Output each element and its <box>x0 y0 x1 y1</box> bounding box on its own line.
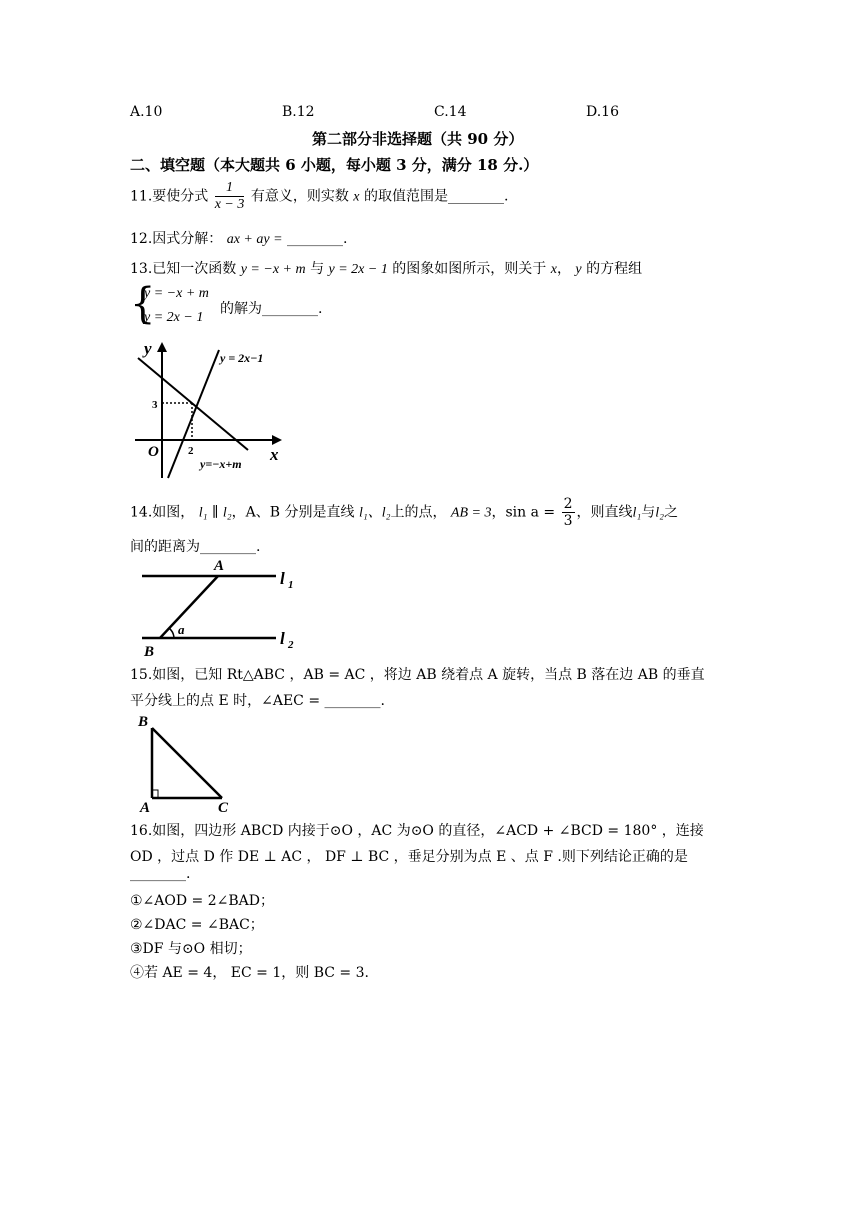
q14-post: ，则直线 <box>576 504 633 521</box>
fig-label-l2-sub: 2 <box>288 639 294 651</box>
x-axis-arrow-icon <box>272 435 282 445</box>
q16-option-2: ②∠DAC = ∠BAC； <box>130 917 264 933</box>
graph-label-o: O <box>148 444 159 460</box>
q14-mid3: 上的点， <box>390 504 447 521</box>
segment-bc <box>152 728 222 798</box>
q16-line3: ________. <box>130 866 191 882</box>
q14-post2: l₁ <box>632 505 642 521</box>
q14-mid: ，A、B 分别是直线 <box>231 504 355 521</box>
fig-label-angle-a: a <box>178 622 185 637</box>
fig15-label-c: C <box>218 800 229 814</box>
q11-post: 有意义，则实数 <box>250 188 349 205</box>
fig-label-a-point: A <box>214 558 225 574</box>
question-12 <box>130 228 347 248</box>
q14-l1: l₁ <box>198 505 208 521</box>
q15-line2: 平分线上的点 E 时，∠AEC = ________. <box>130 693 385 709</box>
fig15-label-a: A <box>140 800 151 814</box>
q13-comma: ， <box>556 261 571 277</box>
q14-post3: 与 <box>641 504 656 521</box>
q13-equation-system <box>130 279 350 330</box>
q12-blank: ________. <box>287 231 348 247</box>
q13-eq1: y = −x + m <box>144 286 209 301</box>
graph-tick-3: 3 <box>152 399 158 411</box>
q16-option-1: ①∠AOD = 2∠BAD； <box>130 893 274 909</box>
q11-den: x − 3 <box>214 197 245 212</box>
question-13 <box>130 258 642 278</box>
q13-brace: { <box>130 279 156 329</box>
q13-pre: 13.已知一次函数 <box>130 261 237 277</box>
choice-d: D.16 <box>586 104 619 120</box>
q16-line2: OD ，过点 D 作 DE ⊥ AC ， DF ⊥ BC ，垂足分别为点 E 、点 F .则下列结论正确的是 <box>130 849 688 865</box>
q13-post2: 的方程组 <box>586 261 643 277</box>
q11-pre: 11.要使分式 <box>130 188 209 205</box>
question-14 <box>130 496 678 529</box>
q13-graph <box>130 338 290 480</box>
q13-eq2: y = 2x − 1 <box>144 310 204 325</box>
q16-option-3: ③DF 与⊙O 相切； <box>130 941 252 957</box>
q16-option-4: ④若 AE = 4， EC = 1，则 BC = 3. <box>130 965 369 981</box>
q11-post2: 的取值范围是________. <box>363 188 509 205</box>
angle-a-arc <box>169 628 174 638</box>
fig15-label-b: B <box>138 714 149 730</box>
graph-label-y: y <box>144 339 152 358</box>
q14-sin: ，sin a = <box>491 504 556 521</box>
q11-var: x <box>353 189 360 205</box>
q13-f2: y = 2x − 1 <box>328 262 388 277</box>
q15-figure <box>136 712 246 814</box>
y-axis-arrow-icon <box>157 342 167 352</box>
q14-post5: 之 <box>664 504 679 521</box>
q15-line1: 15.如图，已知 Rt△ABC ，AB = AC ，将边 AB 绕着点 A 旋转，当点 B 落在边 AB 的垂直 <box>130 667 705 683</box>
q12-expr: ax + ay = <box>226 232 283 247</box>
part2-title: 第二部分非选择题（共 90 分） <box>312 130 524 148</box>
q14-parallel: ∥ <box>211 504 219 521</box>
q14-line2: 间的距离为________. <box>130 539 261 555</box>
graph-tick-2: 2 <box>188 445 194 457</box>
q13-y: y <box>575 262 582 277</box>
graph-label-line1: y = 2x−1 <box>220 351 264 365</box>
q11-fraction <box>215 180 245 213</box>
q14-num: 2 <box>563 496 573 512</box>
q14-ab: AB = 3 <box>450 505 492 521</box>
q14-den: 3 <box>563 513 573 529</box>
graph-label-x: x <box>270 445 279 464</box>
q14-post4: l₂ <box>655 505 665 521</box>
q14-l2: l₂ <box>222 505 232 521</box>
q16-line1: 16.如图，四边形 ABCD 内接于⊙O ，AC 为⊙O 的直径，∠ACD + ∠BCD = 180° ，连接 <box>130 823 704 839</box>
choice-b: B.12 <box>282 104 315 120</box>
fig-label-l1: l <box>280 569 285 588</box>
q12-text: 12.因式分解： <box>130 231 223 247</box>
q13-f1: y = −x + m <box>240 262 306 277</box>
section2-title: 二、填空题（本大题共 6 小题，每小题 3 分，满分 18 分.） <box>130 156 539 174</box>
fig-label-l2: l <box>280 629 285 648</box>
q13-x: x <box>550 262 557 277</box>
q14-mid2: l₁、l₂ <box>358 505 391 521</box>
graph-label-line2: y=−x+m <box>200 457 242 471</box>
q14-figure <box>138 556 308 660</box>
fig-label-l1-sub: 1 <box>288 579 294 591</box>
q13-mid: 与 <box>310 261 325 277</box>
q14-fraction <box>562 496 575 529</box>
fig-label-b-point: B <box>144 644 155 660</box>
q14-pre: 14.如图， <box>130 504 195 521</box>
choice-a: A.10 <box>130 104 163 120</box>
choice-c: C.14 <box>434 104 467 120</box>
q11-num: 1 <box>215 180 245 197</box>
q13-post: 的图象如图所示，则关于 <box>392 261 547 277</box>
question-11 <box>130 180 508 213</box>
q13-solution-prompt: 的解为________. <box>220 301 323 317</box>
